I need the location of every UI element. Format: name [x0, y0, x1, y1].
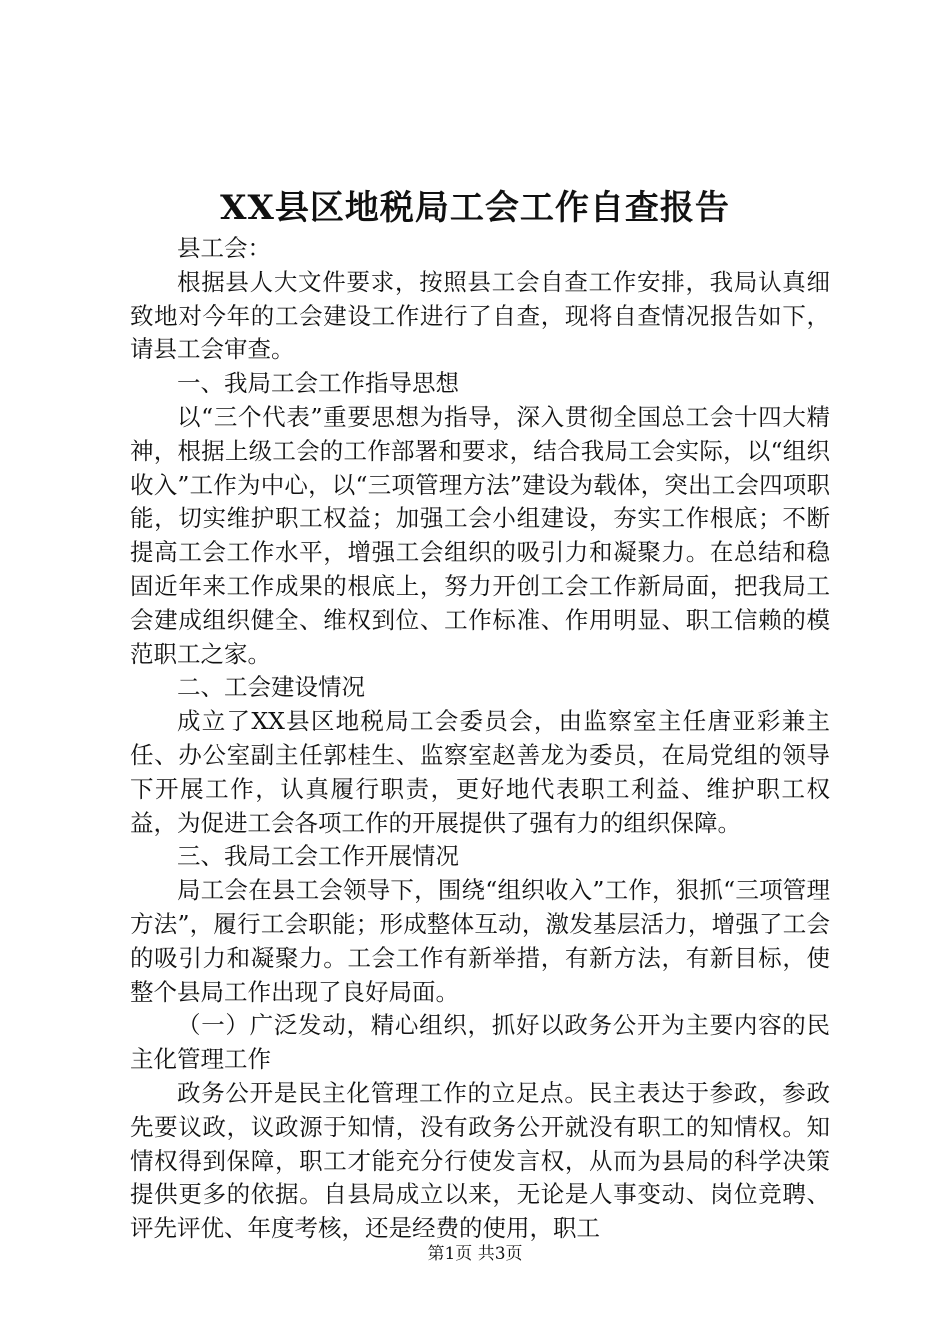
salutation: 县工会： — [177, 234, 271, 262]
section-heading-3: 三、我局工会工作开展情况 — [177, 842, 459, 871]
section-2-paragraph: 成立了XX县区地税局工会委员会，由监察室主任唐亚彩兼主任、办公室副主任郭桂生、监察室赵善龙为委员，在局党组的领导下开展工作，认真履行职责，更好地代表职工利益、维护职工权益，为促进工会各项工作的开展提供了强有力的组织保障。 — [130, 707, 830, 837]
section-1-paragraph: 以“三个代表”重要思想为指导，深入贯彻全国总工会十四大精神，根据上级工会的工作部署和要求，结合我局工会实际，以“组织收入”工作为中心，以“三项管理方法”建设为载体，突出工会四项职能，切实维护职工权益；加强工会小组建设，夯实工作根底；不断提高工会工作水平，增强工会组织的吸引力和凝聚力。在总结和稳固近年来工作成果的根底上，努力开创工会工作新局面，把我局工会建成组织健全、维权到位、工作标准、作用明显、职工信赖的模范职工之家。 — [130, 402, 830, 668]
document-title: XX县区地税局工会工作自查报告 — [220, 188, 730, 228]
page-footer: 第1页 共3页 — [427, 1244, 523, 1264]
section-heading-2: 二、工会建设情况 — [177, 673, 365, 702]
intro-paragraph: 根据县人大文件要求，按照县工会自查工作安排，我局认真细致地对今年的工会建设工作进行了自查，现将自查情况报告如下，请县工会审查。 — [130, 267, 830, 364]
subsection-1-paragraph: 政务公开是民主化管理工作的立足点。民主表达于参政，参政先要议政，议政源于知情，没有政务公开就没有职工的知情权。知情权得到保障，职工才能充分行使发言权，从而为县局的科学决策提供更多的依据。自县局成立以来，无论是人事变动、岗位竞聘、评先评优、年度考核，还是经费的使用，职工 — [130, 1078, 830, 1243]
subsection-heading-1: （一）广泛发动，精心组织，抓好以政务公开为主要内容的民主化管理工作 — [130, 1011, 830, 1074]
section-3-paragraph: 局工会在县工会领导下，围绕“组织收入”工作，狠抓“三项管理方法”，履行工会职能；形成整体互动，激发基层活力，增强了工会的吸引力和凝聚力。工会工作有新举措，有新方法，有新目标，使整个县局工作出现了良好局面。 — [130, 876, 830, 1006]
document-body — [130, 232, 830, 1246]
section-heading-1: 一、我局工会工作指导思想 — [177, 369, 459, 398]
